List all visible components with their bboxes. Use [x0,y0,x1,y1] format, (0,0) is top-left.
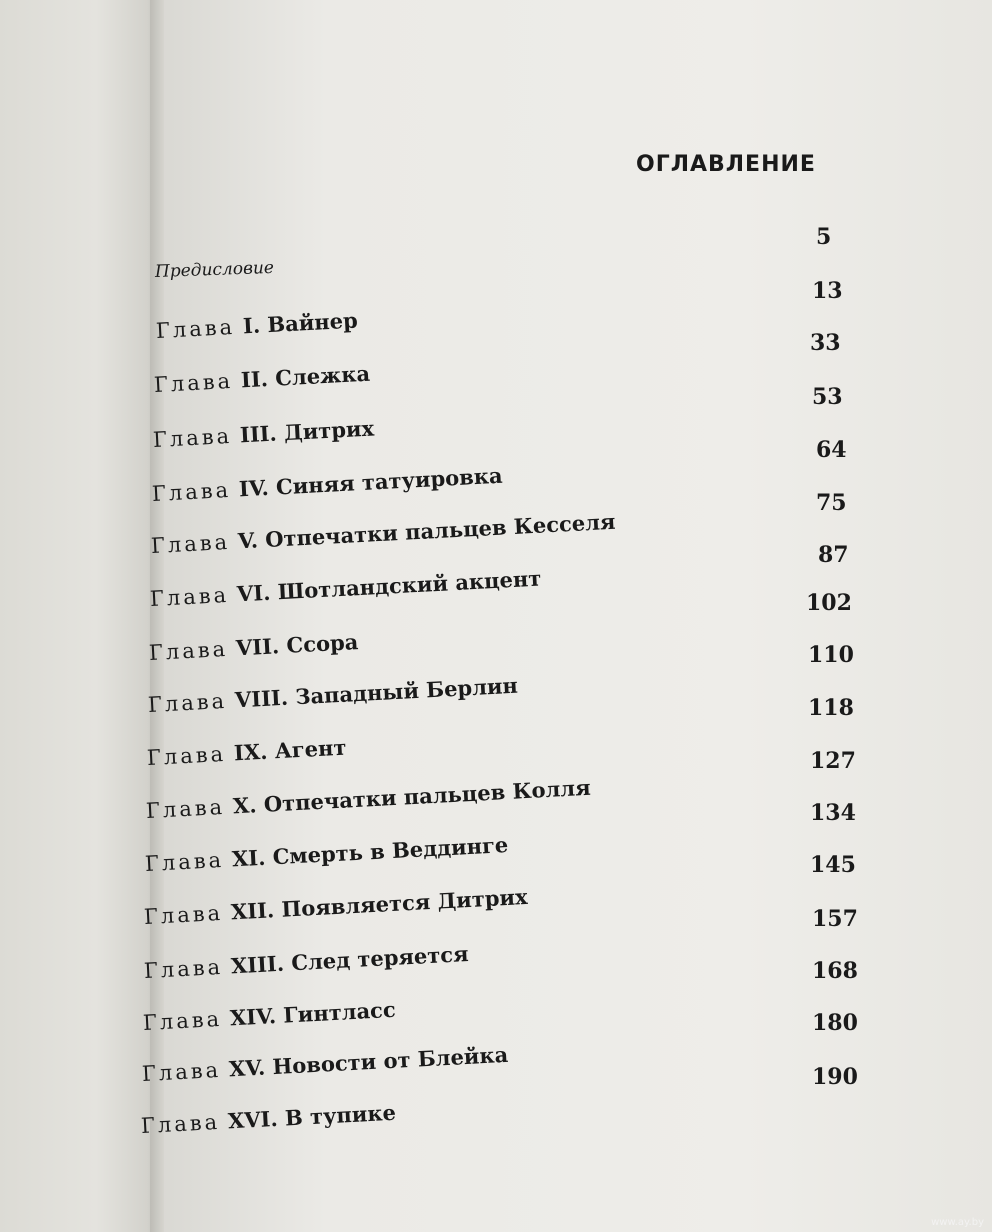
chapter-number: VII. [235,632,288,661]
page-number: 75 [816,490,847,516]
chapter-title: Западный Берлин [294,672,519,710]
page-number: 5 [816,224,832,250]
chapter-word: Глава [140,1109,221,1138]
book-gutter [150,0,164,1232]
chapter-title: Вайнер [266,307,359,338]
chapter-word: Глава [144,847,225,876]
chapter-word: Глава [146,741,227,770]
chapter-title: Слежка [274,360,371,391]
chapter-word: Глава [150,529,231,558]
chapter-number: I. [242,312,269,339]
page-number: 118 [808,695,854,721]
chapter-number: XII. [230,896,283,925]
page-number: 190 [812,1064,858,1090]
chapter-word: Глава [151,477,232,506]
chapter-word: Глава [155,314,236,343]
chapter-title: Гинтласс [282,996,397,1028]
chapter-number: X. [232,791,265,819]
chapter-title: Появляется Дитрих [280,883,529,922]
chapter-word: Глава [147,688,228,717]
chapter-word: Глава [143,954,224,983]
chapter-word: Глава [141,1057,222,1086]
left-page [0,0,160,1232]
toc-title: ОГЛАВЛЕНИЕ [636,152,816,177]
chapter-title: Шотландский акцент [277,565,542,605]
page-number: 102 [806,590,852,616]
chapter-number: V. [237,527,266,554]
chapter-title: Отпечатки пальцев Кесселя [264,508,617,552]
chapter-number: II. [240,365,276,393]
chapter-number: IV. [238,474,277,502]
page-number: 168 [812,958,858,984]
chapter-word: Глава [149,582,230,611]
page-number: 145 [810,852,856,878]
chapter-title: Отпечатки пальцев Колля [263,774,592,817]
chapter-number: XVI. [227,1105,286,1134]
chapter-number: XIV. [229,1002,284,1031]
chapter-title: Смерть в Веддинге [272,831,509,870]
preface-label: Предисловие [154,257,275,282]
page-number: 157 [812,906,858,932]
chapter-number: VIII. [234,684,296,713]
chapter-title: Синяя татуировка [275,462,504,500]
chapter-title: След теряется [290,941,470,976]
page-number: 13 [812,278,843,304]
page-number: 134 [810,800,856,826]
page-number: 87 [818,542,849,568]
chapter-number: VI. [236,579,279,607]
chapter-word: Глава [143,900,224,929]
chapter-number: IX. [233,738,276,766]
chapter-word: Глава [145,794,226,823]
chapter-title: В тупике [284,1099,397,1131]
page-number: 127 [810,748,856,774]
chapter-word: Глава [153,368,234,397]
page-number: 180 [812,1010,858,1036]
chapter-word: Глава [142,1006,223,1035]
right-page [160,0,992,1232]
page-number: 33 [810,330,841,356]
chapter-number: III. [239,420,285,448]
chapter-title: Новости от Блейка [271,1041,509,1080]
chapter-title: Дитрих [283,415,375,446]
watermark: www.ay.by [931,1217,984,1228]
page-number: 110 [808,642,854,668]
page-number: 53 [812,384,843,410]
chapter-word: Глава [152,423,233,452]
chapter-word: Глава [148,636,229,665]
chapter-number: XV. [228,1054,274,1082]
page-number: 64 [816,437,847,463]
chapter-title: Агент [274,734,347,764]
chapter-number: XI. [231,844,274,872]
chapter-number: XIII. [230,950,292,979]
chapter-title: Ссора [285,629,359,658]
